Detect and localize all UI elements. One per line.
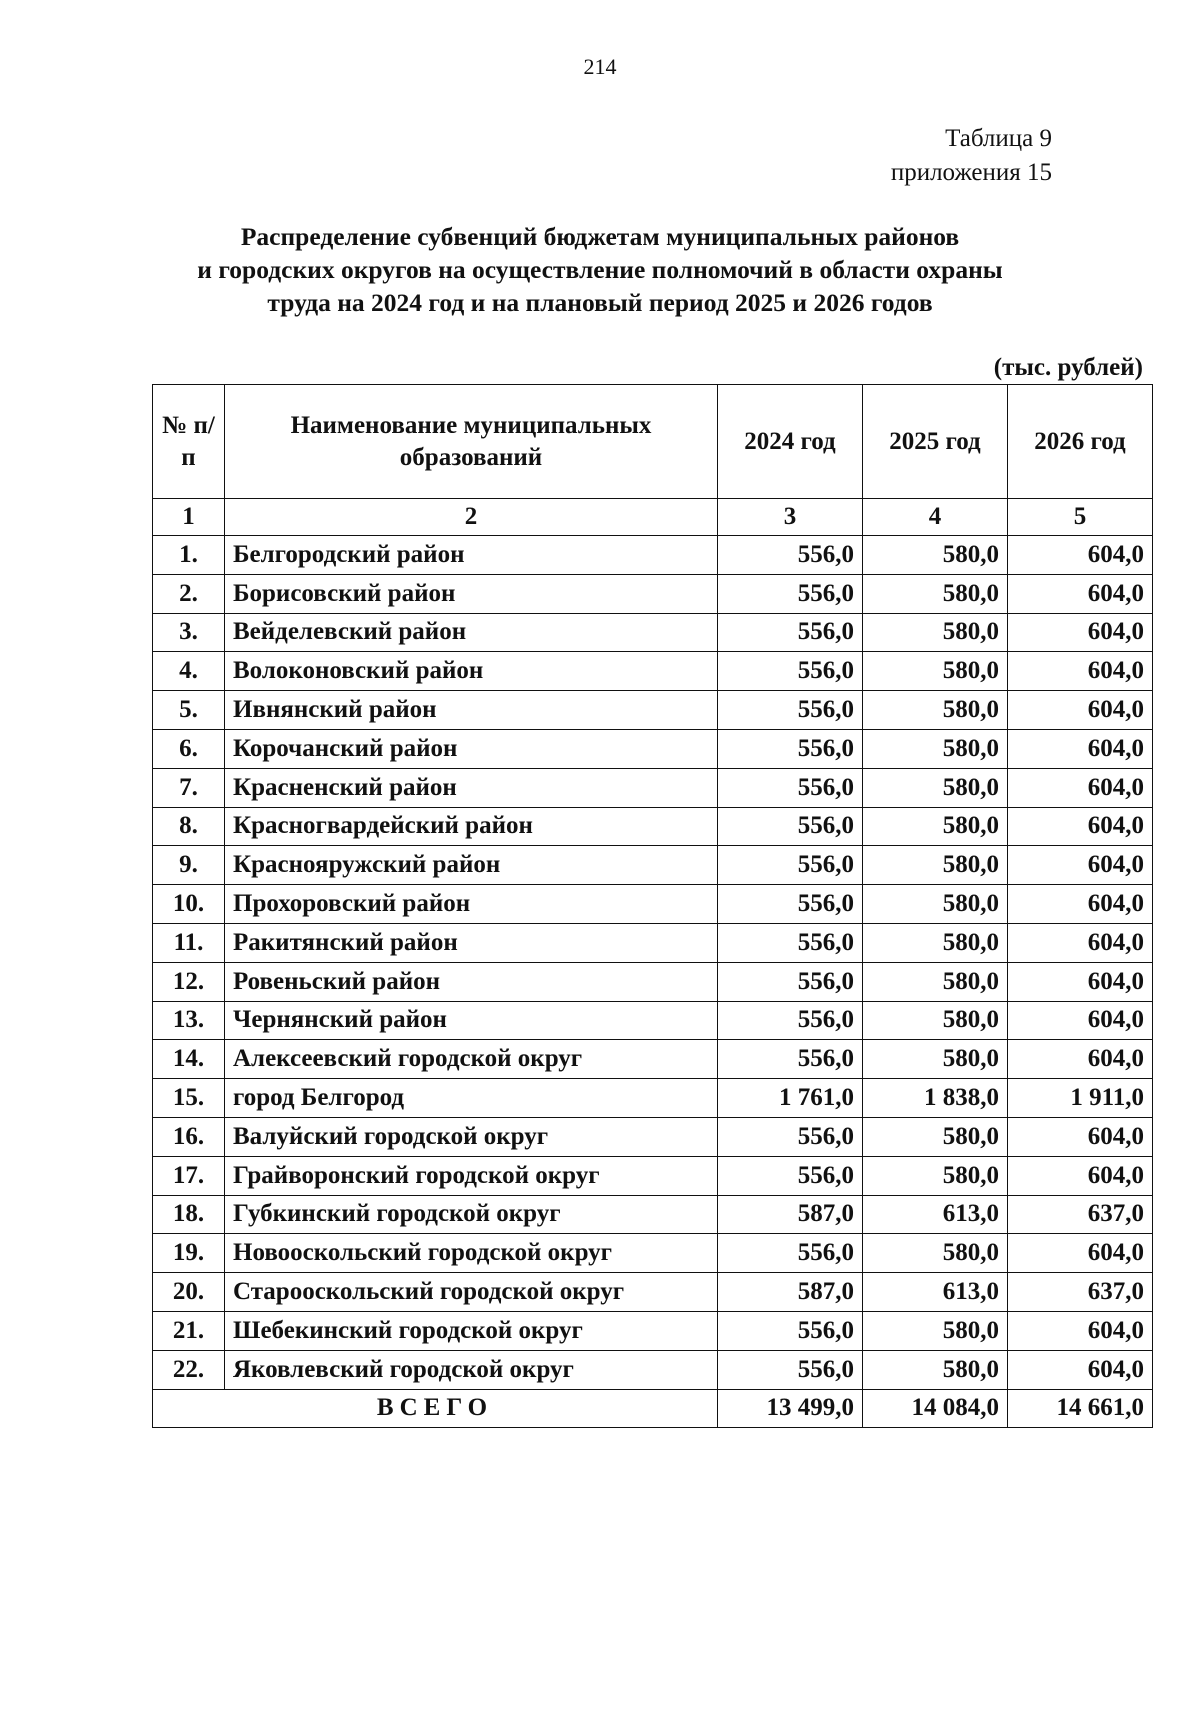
header-2024: 2024 год	[718, 385, 863, 499]
header-name: Наименование муниципальных образований	[225, 385, 718, 499]
value-2025: 580,0	[863, 962, 1008, 1001]
column-numbers-row	[153, 499, 1153, 536]
table-row	[153, 1234, 1153, 1273]
value-2024: 1 761,0	[718, 1079, 863, 1118]
value-2024: 556,0	[718, 768, 863, 807]
municipality-name: город Белгород	[225, 1079, 718, 1118]
title-line-1: Распределение субвенций бюджетам муниципальных районов	[240, 222, 960, 251]
row-number: 15.	[153, 1079, 225, 1118]
row-number: 21.	[153, 1311, 225, 1350]
caption-line-2: приложения 15	[890, 159, 1052, 186]
header-2025: 2025 год	[863, 385, 1008, 499]
municipality-name: Ракитянский район	[225, 923, 718, 962]
header-2026: 2026 год	[1008, 385, 1153, 499]
municipality-name: Чернянский район	[225, 1001, 718, 1040]
value-2026: 604,0	[1008, 768, 1153, 807]
table-body	[153, 499, 1153, 1390]
value-2024: 556,0	[718, 729, 863, 768]
row-number: 8.	[153, 807, 225, 846]
municipality-name: Прохоровский район	[225, 885, 718, 924]
value-2024: 556,0	[718, 574, 863, 613]
column-number: 2	[225, 499, 718, 536]
table-row	[153, 536, 1153, 575]
value-2025: 580,0	[863, 574, 1008, 613]
table-row	[153, 1273, 1153, 1312]
total-row	[153, 1389, 1153, 1428]
document-title	[140, 220, 1060, 319]
value-2026: 604,0	[1008, 1350, 1153, 1389]
row-number: 17.	[153, 1156, 225, 1195]
value-2024: 556,0	[718, 1040, 863, 1079]
municipality-name: Вейделевский район	[225, 613, 718, 652]
page-number: 214	[583, 54, 617, 79]
row-number: 16.	[153, 1117, 225, 1156]
municipality-name: Шебекинский городской округ	[225, 1311, 718, 1350]
municipality-name: Борисовский район	[225, 574, 718, 613]
column-number: 5	[1008, 499, 1153, 536]
municipality-name: Волоконовский район	[225, 652, 718, 691]
value-2024: 587,0	[718, 1273, 863, 1312]
value-2025: 580,0	[863, 923, 1008, 962]
row-number: 12.	[153, 962, 225, 1001]
title-line-3: труда на 2024 год и на плановый период 2025 и 2026 годов	[267, 288, 933, 317]
value-2025: 580,0	[863, 1117, 1008, 1156]
table-row	[153, 691, 1153, 730]
column-number: 1	[153, 499, 225, 536]
value-2026: 604,0	[1008, 1234, 1153, 1273]
value-2024: 556,0	[718, 1234, 863, 1273]
value-2024: 556,0	[718, 1311, 863, 1350]
value-2026: 604,0	[1008, 536, 1153, 575]
table-header-row	[153, 385, 1153, 499]
value-2024: 556,0	[718, 652, 863, 691]
municipality-name: Ивнянский район	[225, 691, 718, 730]
table-row	[153, 1195, 1153, 1234]
value-2024: 556,0	[718, 885, 863, 924]
value-2025: 580,0	[863, 885, 1008, 924]
subvention-table	[152, 384, 1153, 1428]
title-line-2: и городских округов на осуществление полномочий в области охраны	[197, 255, 1003, 284]
municipality-name: Губкинский городской округ	[225, 1195, 718, 1234]
row-number: 18.	[153, 1195, 225, 1234]
table-row	[153, 962, 1153, 1001]
value-2026: 1 911,0	[1008, 1079, 1153, 1118]
value-2026: 604,0	[1008, 1156, 1153, 1195]
value-2025: 580,0	[863, 768, 1008, 807]
value-2024: 556,0	[718, 923, 863, 962]
row-number: 22.	[153, 1350, 225, 1389]
value-2024: 556,0	[718, 613, 863, 652]
table-row	[153, 1040, 1153, 1079]
table-row	[153, 1079, 1153, 1118]
value-2024: 556,0	[718, 1156, 863, 1195]
value-2026: 604,0	[1008, 962, 1153, 1001]
value-2025: 613,0	[863, 1195, 1008, 1234]
value-2024: 556,0	[718, 1001, 863, 1040]
municipality-name: Яковлевский городской округ	[225, 1350, 718, 1389]
column-number: 4	[863, 499, 1008, 536]
municipality-name: Корочанский район	[225, 729, 718, 768]
municipality-name: Новооскольский городской округ	[225, 1234, 718, 1273]
value-2024: 556,0	[718, 1350, 863, 1389]
value-2024: 587,0	[718, 1195, 863, 1234]
value-2026: 604,0	[1008, 729, 1153, 768]
table-row	[153, 846, 1153, 885]
total-2026: 14 661,0	[1008, 1389, 1153, 1428]
row-number: 20.	[153, 1273, 225, 1312]
value-2025: 580,0	[863, 691, 1008, 730]
value-2024: 556,0	[718, 536, 863, 575]
row-number: 7.	[153, 768, 225, 807]
table-row	[153, 1001, 1153, 1040]
row-number: 10.	[153, 885, 225, 924]
row-number: 14.	[153, 1040, 225, 1079]
table-row	[153, 652, 1153, 691]
value-2024: 556,0	[718, 962, 863, 1001]
table-row	[153, 923, 1153, 962]
municipality-name: Старооскольский городской округ	[225, 1273, 718, 1312]
value-2025: 580,0	[863, 1001, 1008, 1040]
row-number: 19.	[153, 1234, 225, 1273]
row-number: 5.	[153, 691, 225, 730]
row-number: 2.	[153, 574, 225, 613]
value-2026: 604,0	[1008, 846, 1153, 885]
value-2025: 1 838,0	[863, 1079, 1008, 1118]
value-2026: 604,0	[1008, 691, 1153, 730]
caption-line-1: Таблица 9	[945, 125, 1052, 152]
municipality-name: Белгородский район	[225, 536, 718, 575]
value-2025: 580,0	[863, 536, 1008, 575]
table-row	[153, 729, 1153, 768]
total-2025: 14 084,0	[863, 1389, 1008, 1428]
municipality-name: Красногвардейский район	[225, 807, 718, 846]
value-2026: 604,0	[1008, 1311, 1153, 1350]
row-number: 9.	[153, 846, 225, 885]
row-number: 6.	[153, 729, 225, 768]
row-number: 13.	[153, 1001, 225, 1040]
value-2024: 556,0	[718, 691, 863, 730]
table-row	[153, 885, 1153, 924]
value-2025: 613,0	[863, 1273, 1008, 1312]
value-2025: 580,0	[863, 1040, 1008, 1079]
table-row	[153, 613, 1153, 652]
value-2025: 580,0	[863, 807, 1008, 846]
table-row	[153, 1156, 1153, 1195]
value-2026: 637,0	[1008, 1273, 1153, 1312]
value-2026: 637,0	[1008, 1195, 1153, 1234]
municipality-name: Грайворонский городской округ	[225, 1156, 718, 1195]
row-number: 3.	[153, 613, 225, 652]
value-2026: 604,0	[1008, 574, 1153, 613]
total-label: ВСЕГО	[153, 1389, 718, 1428]
value-2026: 604,0	[1008, 652, 1153, 691]
value-2026: 604,0	[1008, 1117, 1153, 1156]
row-number: 4.	[153, 652, 225, 691]
value-2026: 604,0	[1008, 885, 1153, 924]
value-2025: 580,0	[863, 1156, 1008, 1195]
row-number: 11.	[153, 923, 225, 962]
header-number: № п/п	[153, 385, 225, 499]
value-2024: 556,0	[718, 846, 863, 885]
value-2025: 580,0	[863, 613, 1008, 652]
value-2025: 580,0	[863, 729, 1008, 768]
value-2026: 604,0	[1008, 1001, 1153, 1040]
value-2024: 556,0	[718, 1117, 863, 1156]
value-2026: 604,0	[1008, 807, 1153, 846]
table-row	[153, 1350, 1153, 1389]
value-2025: 580,0	[863, 1311, 1008, 1350]
municipality-name: Валуйский городской округ	[225, 1117, 718, 1156]
value-2025: 580,0	[863, 846, 1008, 885]
total-2024: 13 499,0	[718, 1389, 863, 1428]
units-label: (тыс. рублей)	[993, 354, 1143, 381]
table-row	[153, 768, 1153, 807]
table-row	[153, 1117, 1153, 1156]
row-number: 1.	[153, 536, 225, 575]
table-row	[153, 1311, 1153, 1350]
value-2026: 604,0	[1008, 1040, 1153, 1079]
value-2025: 580,0	[863, 1350, 1008, 1389]
table-caption	[891, 122, 1052, 190]
municipality-name: Краснояружский район	[225, 846, 718, 885]
value-2025: 580,0	[863, 652, 1008, 691]
municipality-name: Алексеевский городской округ	[225, 1040, 718, 1079]
table-row	[153, 574, 1153, 613]
municipality-name: Красненский район	[225, 768, 718, 807]
value-2026: 604,0	[1008, 613, 1153, 652]
table-row	[153, 807, 1153, 846]
municipality-name: Ровеньский район	[225, 962, 718, 1001]
column-number: 3	[718, 499, 863, 536]
value-2025: 580,0	[863, 1234, 1008, 1273]
value-2026: 604,0	[1008, 923, 1153, 962]
value-2024: 556,0	[718, 807, 863, 846]
